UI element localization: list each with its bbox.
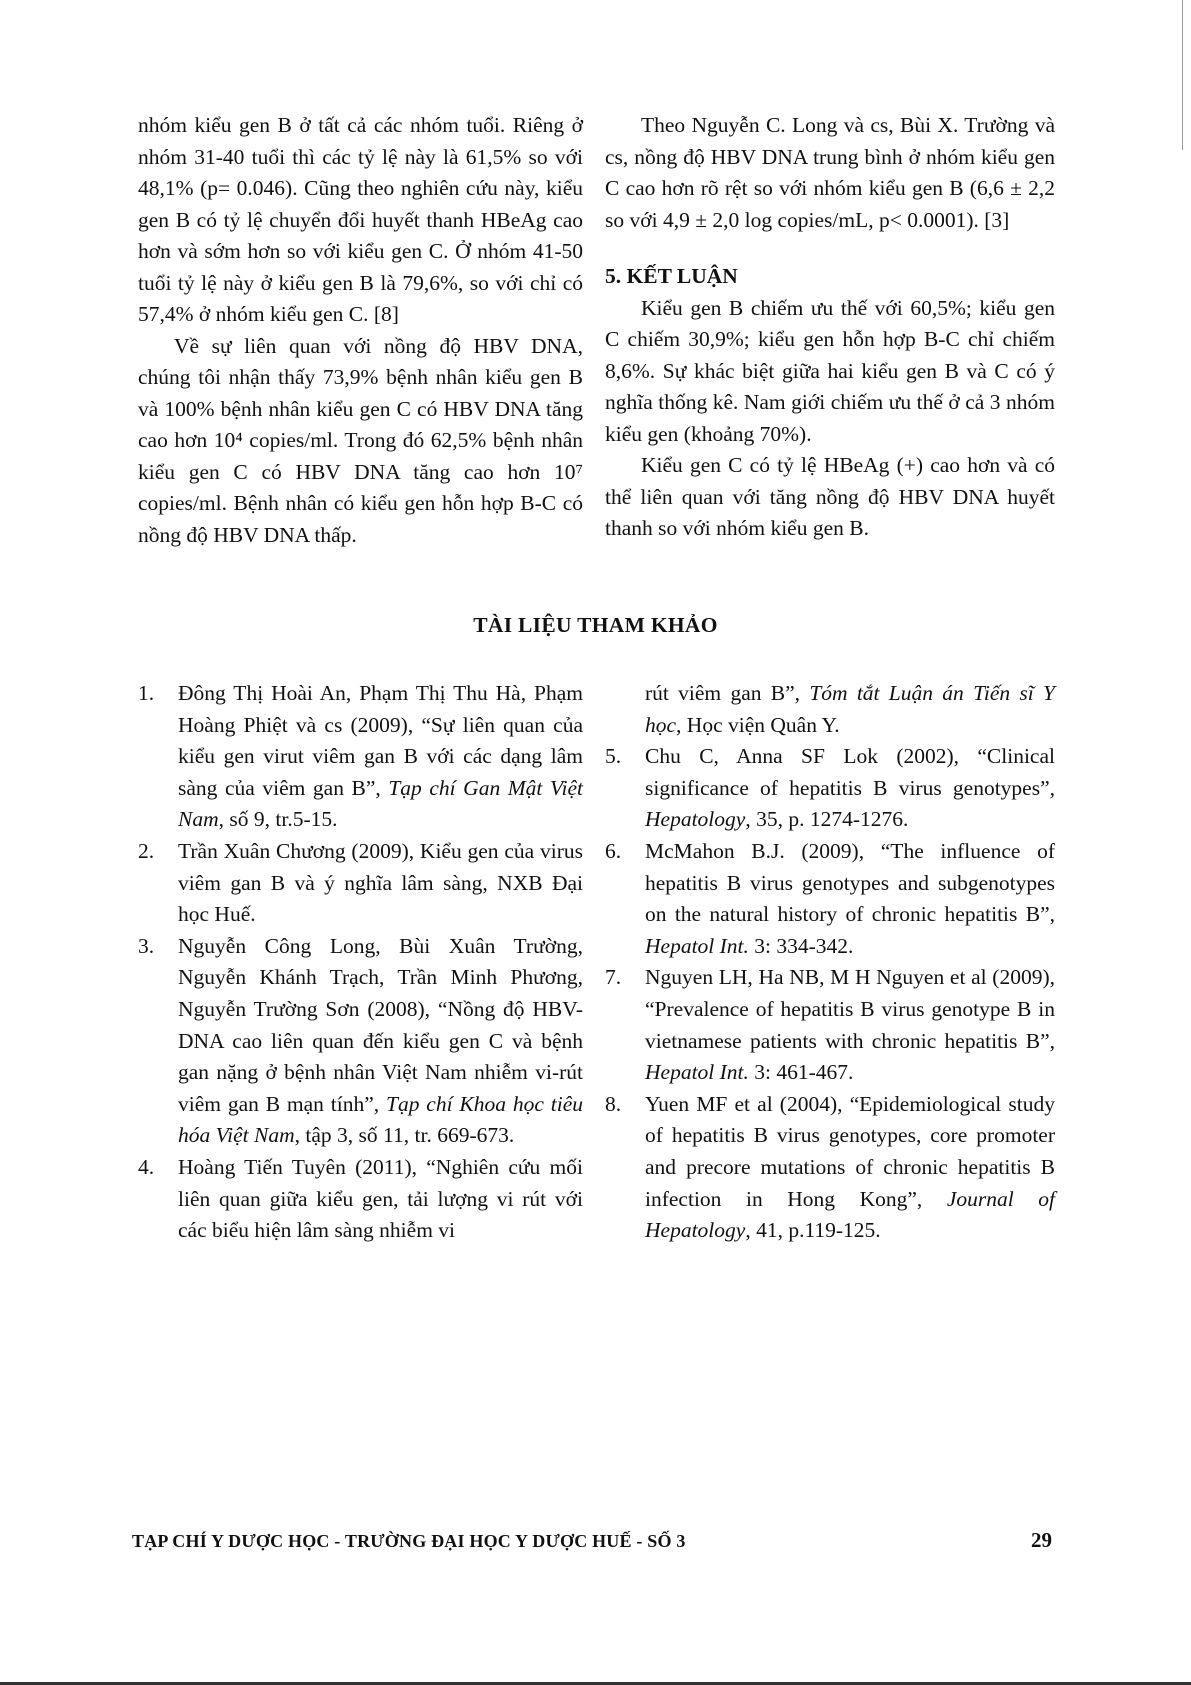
reference-tail: , tập 3, số 11, tr. 669-673. — [294, 1123, 515, 1148]
reference-list — [605, 741, 1055, 1247]
reference-tail: , số 9, tr.5-15. — [218, 807, 338, 832]
paragraph: Kiểu gen B chiếm ưu thế với 60,5%; kiểu gen C chiếm 30,9%; kiểu gen hỗn hợp B-C chỉ chiếm 8,6%. Sự khác biệt giữa hai kiểu gen B và C có ý nghĩa thống kê. Nam giới chiếm ưu thế ở cả 3 nhóm kiểu gen (khoảng 70%). — [605, 295, 1055, 446]
right-column — [605, 110, 1055, 551]
references-right-column — [605, 678, 1055, 1247]
reference-number: 7. — [605, 965, 622, 990]
reference-text: Trần Xuân Chương (2009), Kiểu gen của virus viêm gan B và ý nghĩa lâm sàng, NXB Đại học Huế. — [178, 838, 583, 927]
paragraph: Theo Nguyễn C. Long và cs, Bùi X. Trường và cs, nồng độ HBV DNA trung bình ở nhóm kiểu gen C cao hơn rõ rệt so với nhóm kiểu gen B (6,6 ± 2,2 so với 4,9 ± 2,0 log copies/mL, p< 0.0001). [3] — [605, 113, 1055, 232]
reference-journal: Hepatol Int. — [645, 1060, 749, 1085]
references-title: TÀI LIỆU THAM KHẢO — [473, 613, 718, 637]
reference-journal: Hepatol Int. — [645, 933, 749, 958]
reference-journal: Tóm tắt Luận án Tiến sĩ Y học — [645, 681, 1055, 737]
reference-text: Yuen MF et al (2004), “Epidemiological study of hepatitis B virus genotypes, core promoter and precore mutations of chronic hepatitis B infection in Hong Kong”, — [645, 1091, 1055, 1211]
reference-text: Đông Thị Hoài An, Phạm Thị Thu Hà, Phạm Hoàng Phiệt và cs (2009), “Sự liên quan của kiểu gen virut viêm gan B với các dạng lâm sàng của viêm gan B”, — [178, 681, 583, 800]
reference-list — [138, 678, 583, 1247]
reference-number: 1. — [138, 681, 155, 705]
reference-text: Nguyễn Công Long, Bùi Xuân Trường, Nguyễn Khánh Trạch, Trần Minh Phương, Nguyễn Trường Sơn (2008), “Nồng độ HBV-DNA cao liên quan đến kiểu gen C và bệnh gan nặng ở bệnh nhân Việt Nam nhiễm vi-rút viêm gan B mạn tính”, — [178, 933, 583, 1116]
reference-journal: Tạp chí Gan Mật Việt Nam — [178, 775, 583, 832]
paragraph: Kiểu gen C có tỷ lệ HBeAg (+) cao hơn và có thể liên quan với tăng nồng độ HBV DNA huyết thanh so với nhóm kiểu gen B. — [605, 453, 1055, 540]
reference-item — [605, 962, 1055, 1088]
reference-tail: , 41, p.119-125. — [745, 1218, 881, 1243]
reference-item — [605, 741, 1055, 836]
reference-number: 6. — [605, 838, 622, 863]
reference-text: Chu C, Anna SF Lok (2002), “Clinical significance of hepatitis B virus genotypes”, — [645, 744, 1055, 800]
reference-number: 5. — [605, 744, 622, 769]
left-column — [138, 110, 583, 551]
journal-footer-title: TẠP CHÍ Y DƯỢC HỌC - TRƯỜNG ĐẠI HỌC Y DƯỢC HUẾ - SỐ 3 — [132, 1531, 686, 1551]
references-columns — [138, 678, 1055, 1247]
reference-text: McMahon B.J. (2009), “The influence of hepatitis B virus genotypes and subgenotypes on the natural history of chronic hepatitis B”, — [645, 838, 1055, 927]
reference-number: 4. — [138, 1154, 155, 1179]
scan-edge-rule — [1182, 0, 1183, 150]
paragraph: Về sự liên quan với nồng độ HBV DNA, chúng tôi nhận thấy 73,9% bệnh nhân kiểu gen B và 100% bệnh nhân kiểu gen C có HBV DNA tăng cao hơn 10⁴ copies/ml. Trong đó 62,5% bệnh nhân kiểu gen C có HBV DNA tăng cao hơn 10⁷ copies/ml. Bệnh nhân có kiểu gen hỗn hợp B-C có nồng độ HBV DNA thấp. — [138, 333, 583, 547]
references-left-column — [138, 678, 583, 1247]
reference-item — [138, 836, 583, 931]
reference-number: 3. — [138, 933, 155, 958]
reference-text: rút viêm gan B”, — [645, 681, 810, 705]
reference-tail: 3: 461-467. — [748, 1060, 854, 1085]
reference-tail: , Học viện Quân Y. — [676, 712, 840, 737]
reference-item — [605, 836, 1055, 962]
reference-text: Hoàng Tiến Tuyên (2011), “Nghiên cứu mối liên quan giữa kiểu gen, tải lượng vi rút với các biểu hiện lâm sàng nhiễm vi — [178, 1154, 583, 1243]
reference-journal: Tạp chí Khoa học tiêu hóa Việt Nam — [178, 1091, 583, 1148]
paragraph: nhóm kiểu gen B ở tất cả các nhóm tuổi. Riêng ở nhóm 31-40 tuổi thì các tỷ lệ này là 61,5% so với 48,1% (p= 0.046). Cũng theo nghiên cứu này, kiểu gen B có tỷ lệ chuyển đổi huyết thanh HBeAg cao hơn và sớm hơn so với kiểu gen C. Ở nhóm 41-50 tuổi tỷ lệ này ở kiểu gen B là 79,6%, so với chỉ có 57,4% ở nhóm kiểu gen C. [8] — [138, 113, 583, 326]
reference-number: 8. — [605, 1091, 622, 1116]
body-columns — [138, 110, 1055, 551]
reference-tail: 3: 334-342. — [748, 933, 854, 958]
reference-item — [138, 678, 583, 836]
page-number: 29 — [1031, 1528, 1052, 1552]
reference-journal: Journal of Hepatology — [645, 1186, 1055, 1243]
reference-number: 2. — [138, 838, 155, 863]
reference-item — [138, 1152, 583, 1247]
section-title-conclusion: 5. KẾT LUẬN — [605, 264, 738, 288]
reference-item — [138, 931, 583, 1152]
reference-item — [605, 1089, 1055, 1247]
reference-text: Nguyen LH, Ha NB, M H Nguyen et al (2009), “Prevalence of hepatitis B virus genotype B in vietnamese patients with chronic hepatitis B”, — [645, 965, 1055, 1053]
reference-tail: , 35, p. 1274-1276. — [745, 807, 909, 832]
reference-continuation — [605, 678, 1055, 741]
reference-journal: Hepatology — [645, 807, 746, 832]
page-footer — [132, 1528, 1052, 1553]
